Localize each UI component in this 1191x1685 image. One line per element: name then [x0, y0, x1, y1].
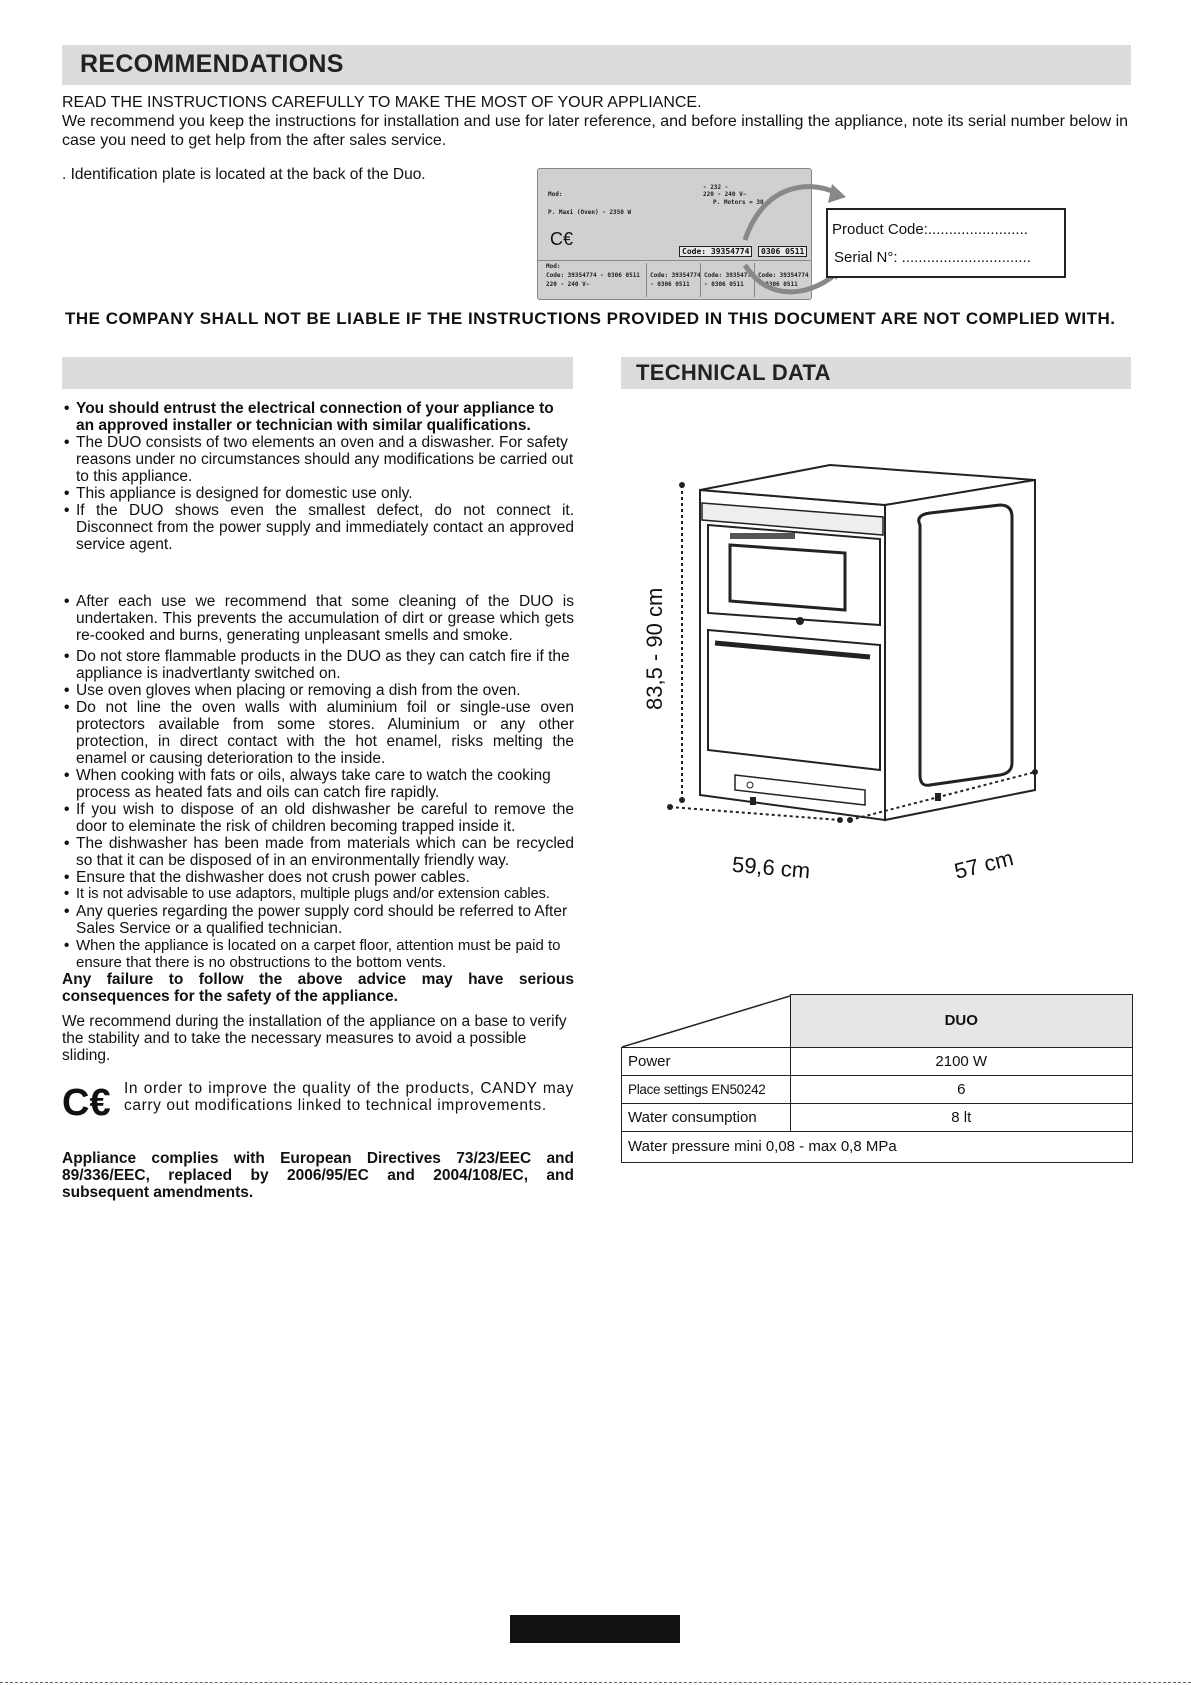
serial-record-box: [826, 208, 1066, 278]
list-item: • Use oven gloves when placing or removing a dish from the oven.: [62, 682, 574, 699]
list-item: • Any queries regarding the power supply cord should be referred to After Sales Service or a qualified technician.: [62, 903, 574, 937]
plate-mod: Mod:: [548, 191, 563, 198]
intro-line-1: READ THE INSTRUCTIONS CAREFULLY TO MAKE THE MOST OF YOUR APPLIANCE.: [62, 94, 702, 111]
stability-note: We recommend during the installation of the appliance on a base to verify the stability and to take the necessary measures to avoid a possible sliding.: [62, 1013, 567, 1064]
product-code-field[interactable]: Product Code:........................: [832, 221, 1028, 238]
list-item: • This appliance is designed for domestic use only.: [62, 485, 574, 502]
directives-text: Appliance complies with European Directives 73/23/EEC and 89/336/EEC, replaced by 2006/95/EC and 2004/108/EC, and subsequent amendments.: [62, 1150, 574, 1201]
spacer: [62, 1005, 574, 1013]
list-item: • If the DUO shows even the smallest defect, do not connect it. Disconnect from the power supply and immediately contact an approved service agent.: [62, 502, 574, 553]
plate-tab-3-line: Code: 39354774: [704, 272, 755, 279]
spacer: [62, 1064, 574, 1080]
list-item: • Do not line the oven walls with aluminium foil or single-use oven protectors available from some stores. Aluminium or any other protection, in direct contact with the hot enamel, risks melting the enamel or causing deterioration to the inside.: [62, 699, 574, 767]
identification-note: . Identification plate is located at the back of the Duo.: [62, 166, 426, 183]
width-dimension-label: 59,6 cm: [731, 851, 812, 884]
plate-tab-1: [546, 263, 644, 288]
ce-block: [62, 1080, 574, 1136]
plate-tab-4-line: Code: 39354774: [758, 272, 809, 279]
plate-serial: 0306 0511: [758, 246, 807, 257]
list-item: • When the appliance is located on a carpet floor, attention must be paid to ensure that there is no obstructions to the bottom vents.: [62, 937, 574, 971]
list-item: • The DUO consists of two elements an oven and a diswasher. For safety reasons under no circumstances should any modifications be carried out to this appliance.: [62, 434, 574, 485]
table-cell-label: Place settings EN50242: [622, 1075, 791, 1103]
plate-tab-2: [646, 263, 702, 297]
liability-notice: THE COMPANY SHALL NOT BE LIABLE IF THE INSTRUCTIONS PROVIDED IN THIS DOCUMENT ARE NOT COMPLIED WITH.: [65, 309, 1116, 328]
plate-tab-2-line: Code: 39354774: [650, 272, 701, 279]
spacer: [62, 553, 574, 593]
plate-tab-1-line: Mod:: [546, 263, 561, 270]
list-item: • Ensure that the dishwasher does not crush power cables.: [62, 869, 574, 886]
list-item: • The dishwasher has been made from materials which can be recycled so that it can be disposed of in an environmentally friendly way.: [62, 835, 574, 869]
appliance-dimensions-drawing: [640, 445, 1060, 895]
plate-tab-4-line: - 0306 0511: [758, 281, 798, 288]
left-section-header-bar: [62, 357, 573, 389]
plate-oven-power: P. Maxi (Oven) - 2350 W: [548, 209, 632, 216]
list-item: • When cooking with fats or oils, always take care to watch the cooking process as heated fats and oils can catch fire rapidly.: [62, 767, 574, 801]
table-row: [622, 1103, 1133, 1131]
plate-motors: P. Motors = 30 W: [713, 199, 771, 206]
plate-ce-mark: C€: [550, 229, 574, 249]
plate-tab-3-line: - 0306 0511: [704, 281, 744, 288]
technical-data-table: [621, 994, 1133, 1163]
spacer: [62, 1136, 574, 1150]
table-footer-row: [622, 1131, 1133, 1162]
left-column: [62, 400, 574, 1201]
technical-data-title: TECHNICAL DATA: [636, 360, 831, 385]
list-item: • It is not advisable to use adaptors, multiple plugs and/or extension cables.: [62, 886, 574, 903]
table-cell-value: 6: [790, 1075, 1133, 1103]
list-item: • After each use we recommend that some cleaning of the DUO is undertaken. This prevents the accumulation of dirt or grease which gets re-cooked and burns, generating unpleasant smells and smoke.: [62, 593, 574, 644]
list-item: • Do not store flammable products in the DUO as they can catch fire if the appliance is inadvertlanty switched on.: [62, 648, 574, 682]
table-footer-cell: Water pressure mini 0,08 - max 0,8 MPa: [622, 1131, 1133, 1162]
intro-line-2: We recommend you keep the instructions for installation and use for later reference, and before installing the appliance, note its serial number below in case you need to get help from the after sales service.: [62, 113, 1129, 149]
page-footer-bar: [510, 1615, 680, 1643]
ce-improvement-text: In order to improve the quality of the products, CANDY may carry out modifications linked to technical improvements.: [124, 1080, 574, 1114]
table-row: [622, 1047, 1133, 1075]
recommendations-title: RECOMMENDATIONS: [80, 50, 344, 78]
plate-tab-2-line: - 0306 0511: [650, 281, 690, 288]
list-item: • If you wish to dispose of an old dishwasher be careful to remove the door to eleminate the risk of children becoming trapped inside it.: [62, 801, 574, 835]
table-cell-value: 8 lt: [790, 1103, 1133, 1131]
plate-code: Code: 39354774: [679, 246, 752, 257]
table-header-cell: DUO: [790, 995, 1133, 1048]
table-header-row: [622, 995, 1133, 1048]
height-dimension-label: 83,5 - 90 cm: [642, 587, 667, 710]
serial-number-field[interactable]: Serial N°: ...............................: [834, 249, 1031, 266]
table-cell-label: Power: [622, 1047, 791, 1075]
table-corner-cell: [622, 995, 791, 1048]
plate-tab-1-line: Code: 39354774 - 0306 0511: [546, 272, 640, 279]
failure-warning: Any failure to follow the above advice may have serious consequences for the safety of the appliance.: [62, 971, 574, 1005]
diagonal-line-icon: [622, 995, 790, 1047]
plate-number: - 232 -: [703, 184, 729, 191]
table-row: [622, 1075, 1133, 1103]
ce-mark-icon: C€: [62, 1082, 111, 1124]
plate-voltage: 220 - 240 V∼: [703, 191, 747, 198]
table-cell-value: 2100 W: [790, 1047, 1133, 1075]
list-item: • You should entrust the electrical connection of your appliance to an approved installer or technician with similar qualifications.: [62, 400, 574, 434]
table-cell-label: Water consumption: [622, 1103, 791, 1131]
bottom-rule: [0, 1682, 1191, 1683]
plate-tab-1-line: 220 - 240 V∼: [546, 281, 590, 288]
depth-dimension-label: 57 cm: [951, 845, 1016, 884]
